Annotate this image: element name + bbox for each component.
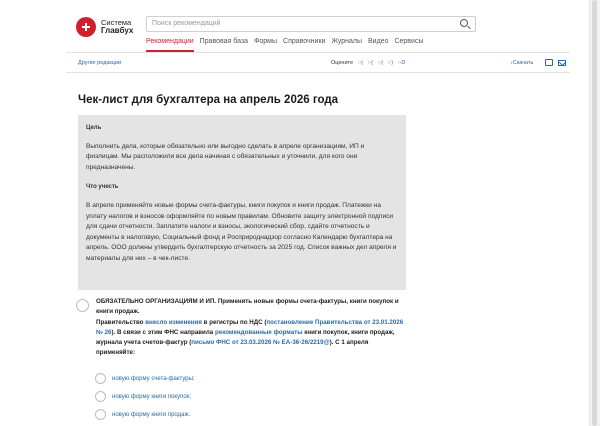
- checklist-item-heading: ОБЯЗАТЕЛЬНО ОРГАНИЗАЦИЯМ И ИП. Применять новые формы счета-фактуры, книги покупок и книги продаж.: [96, 298, 399, 316]
- subitem-link[interactable]: новую форму книги продаж.: [112, 412, 191, 418]
- item-link[interactable]: внесло изменения: [145, 318, 202, 326]
- item-text: ). В связи с этим ФНС направила: [111, 328, 215, 336]
- nav-recommendations[interactable]: Рекомендации: [146, 38, 194, 45]
- logo-text: [101, 19, 133, 35]
- subitem-checkbox[interactable]: [95, 373, 106, 384]
- nav-video[interactable]: Видео: [368, 38, 389, 45]
- rate-option[interactable]: :-(: [367, 60, 374, 66]
- download-button[interactable]: ↓Скачать: [510, 60, 534, 66]
- rate-option[interactable]: :-|: [378, 60, 383, 66]
- item-text: в регистры по НДС (: [201, 318, 267, 326]
- logo[interactable]: [76, 17, 133, 37]
- header-divider: [66, 52, 570, 53]
- subitem-link[interactable]: новую форму счета-фактуры;: [112, 376, 195, 382]
- rate-option[interactable]: :-D: [398, 60, 406, 66]
- search-icon[interactable]: [460, 19, 468, 27]
- mail-icon[interactable]: [558, 60, 566, 66]
- item-link[interactable]: письмо ФНС от 23.03.2026 № ЕА-36-26/2219@: [191, 339, 330, 347]
- item-link[interactable]: постановление Правительства от 23.01.2026 № 26: [96, 318, 404, 336]
- scrollbar-thumb[interactable]: [592, 0, 597, 426]
- nav-forms[interactable]: Формы: [254, 38, 278, 45]
- search-placeholder: Поиск рекомендаций: [152, 20, 221, 27]
- subitem-checkbox[interactable]: [95, 409, 106, 420]
- nav-journals[interactable]: Журналы: [331, 38, 363, 45]
- nav-services[interactable]: Сервисы: [394, 38, 424, 45]
- checklist-item-checkbox[interactable]: [76, 299, 89, 312]
- main-nav: [146, 38, 423, 45]
- item-text: Правительство: [96, 318, 146, 326]
- logo-line2: Главбух: [101, 26, 134, 35]
- other-editions-link[interactable]: Другие редакции: [78, 60, 122, 66]
- subitem-checkbox[interactable]: [95, 391, 106, 402]
- logo-icon: [76, 17, 96, 37]
- nav-legal-base[interactable]: Правовая база: [199, 38, 249, 45]
- item-text: ). С 1 апреля применяйте:: [96, 339, 369, 357]
- toolbar-divider: [66, 72, 570, 73]
- logo-line1: Система: [101, 18, 132, 27]
- item-text: книги покупок, книги продаж, журнала учета счетов-фактур (: [96, 328, 395, 347]
- print-icon[interactable]: [545, 59, 553, 66]
- rate-option[interactable]: :-|: [358, 60, 363, 66]
- rating-bar: [331, 60, 405, 66]
- goal-header: Цель: [86, 125, 102, 131]
- nav-reference[interactable]: Справочники: [283, 38, 326, 45]
- page-title: Чек-лист для бухгалтера на апрель 2026 года: [78, 94, 339, 106]
- checklist-item: [96, 297, 406, 359]
- summary-box: [78, 115, 406, 290]
- consider-header: Что учесть: [86, 184, 119, 191]
- rate-option[interactable]: :-): [387, 60, 394, 66]
- item-link[interactable]: рекомендованные форматы: [214, 328, 303, 336]
- goal-text: Выполнить дела, которые обязательно или выгодно сделать в апреле организациям, ИП и физлицам. Мы расположили все дела начиная с обязательных и уточнили, для кого они предназначены.: [86, 142, 365, 171]
- consider-text: В апреле применяйте новые формы счета-фактуры, книги покупок и книги продаж. Платежки на уплату налогов и взносов оформляйте по новым правилам. Обновите защиту электронной подписи для сдачи отчетности. Заплатите налоги и взносы, экологический сбор, сдайте отчетность и документы в налоговую, Социальный фонд и Росприроднадзор согласно Календарю бухгалтера на апрель. ООО должны утвердить бухгалтерскую отчетность за 2025 год. Список важных дел апреля и материалы для них – в чек-листе.: [86, 201, 397, 262]
- subitem-link[interactable]: новую форму книги покупок;: [112, 394, 191, 400]
- rate-label: Оцените: [331, 60, 354, 66]
- search-input[interactable]: [146, 16, 476, 32]
